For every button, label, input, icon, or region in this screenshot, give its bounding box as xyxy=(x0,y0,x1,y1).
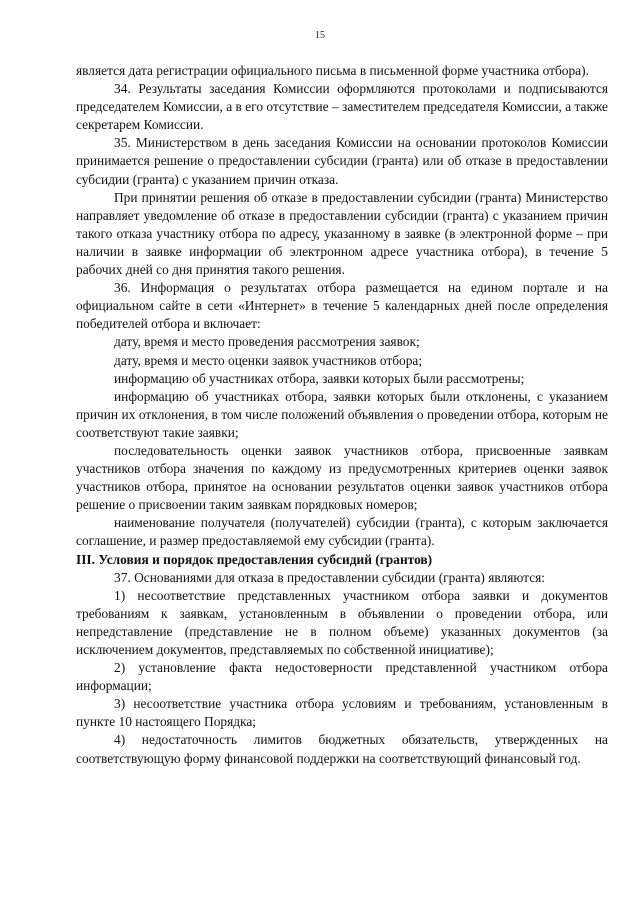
paragraph: дату, время и место оценки заявок участников отбора; xyxy=(114,352,423,368)
paragraph: 1) несоответствие представленных участником отбора заявки и документов требованиям к заявкам, установленным в объявлении о проведении отбора, или непредставление (представление не в полном объеме) указанных документов (за исключением документов, представляемых по собственной инициативе); xyxy=(76,587,608,657)
section-heading: III. Условия и порядок предоставления субсидий (грантов) xyxy=(76,551,433,567)
paragraphs-before xyxy=(76,62,608,551)
paragraph: 37. Основаниями для отказа в предоставлении субсидии (гранта) являются: xyxy=(114,569,546,585)
paragraph: наименование получателя (получателей) субсидии (гранта), с которым заключается соглашение, и размер предоставляемой ему субсидии (гранта). xyxy=(76,515,608,549)
paragraph: дату, время и место проведения рассмотрения заявок; xyxy=(114,334,420,350)
paragraph: информацию об участниках отбора, заявки которых были рассмотрены; xyxy=(114,370,525,386)
paragraph: является дата регистрации официального письма в письменной форме участника отбора). xyxy=(76,63,589,78)
paragraph: 2) установление факта недостоверности представленной участником отбора информации; xyxy=(76,660,608,694)
paragraph: 3) несоответствие участника отбора условиям и требованиям, установленным в пункте 10 настоящего Порядка; xyxy=(76,696,608,730)
paragraph: информацию об участниках отбора, заявки которых были отклонены, с указанием причин их отклонения, в том числе положений объявления о проведении отбора, которым не соответствуют такие заявки; xyxy=(76,388,608,440)
document-body xyxy=(76,62,608,768)
paragraph: 4) недостаточность лимитов бюджетных обязательств, утвержденных на соответствующую форму финансовой поддержки на соответствующий финансовый год. xyxy=(76,732,608,766)
paragraph: 35. Министерством в день заседания Комиссии на основании протоколов Комиссии принимается решение о предоставлении субсидии (гранта) или об отказе в предоставлении субсидии (гранта) с указанием причин отказа. xyxy=(76,135,608,187)
paragraph: При принятии решения об отказе в предоставлении субсидии (гранта) Министерство направляет уведомление об отказе в предоставлении субсидии (гранта) с указанием причин такого отказа участнику отбора по адресу, указанному в заявке (в электронной форме – при наличии в заявке информации об электронном адресе участника отбора), в течение 5 рабочих дней со дня принятия такого решения. xyxy=(76,189,608,278)
paragraph: последовательность оценки заявок участников отбора, присвоенные заявкам участников отбора значения по каждому из предусмотренных критериев оценки заявок участников отбора, принятое на основании результатов оценки заявок участников отбора решение о присвоении таким заявкам порядковых номеров; xyxy=(76,442,608,513)
page-number: 15 xyxy=(315,30,325,41)
paragraph: 34. Результаты заседания Комиссии оформляются протоколами и подписываются председателем Комиссии, а в его отсутствие – заместителем председателя Комиссии, а также секретарем Комиссии. xyxy=(76,81,608,133)
paragraphs-after xyxy=(76,569,608,768)
paragraph: 36. Информация о результатах отбора размещается на едином портале и на официальном сайте в сети «Интернет» в течение 5 календарных дней после определения победителей отбора и включает: xyxy=(76,280,608,332)
